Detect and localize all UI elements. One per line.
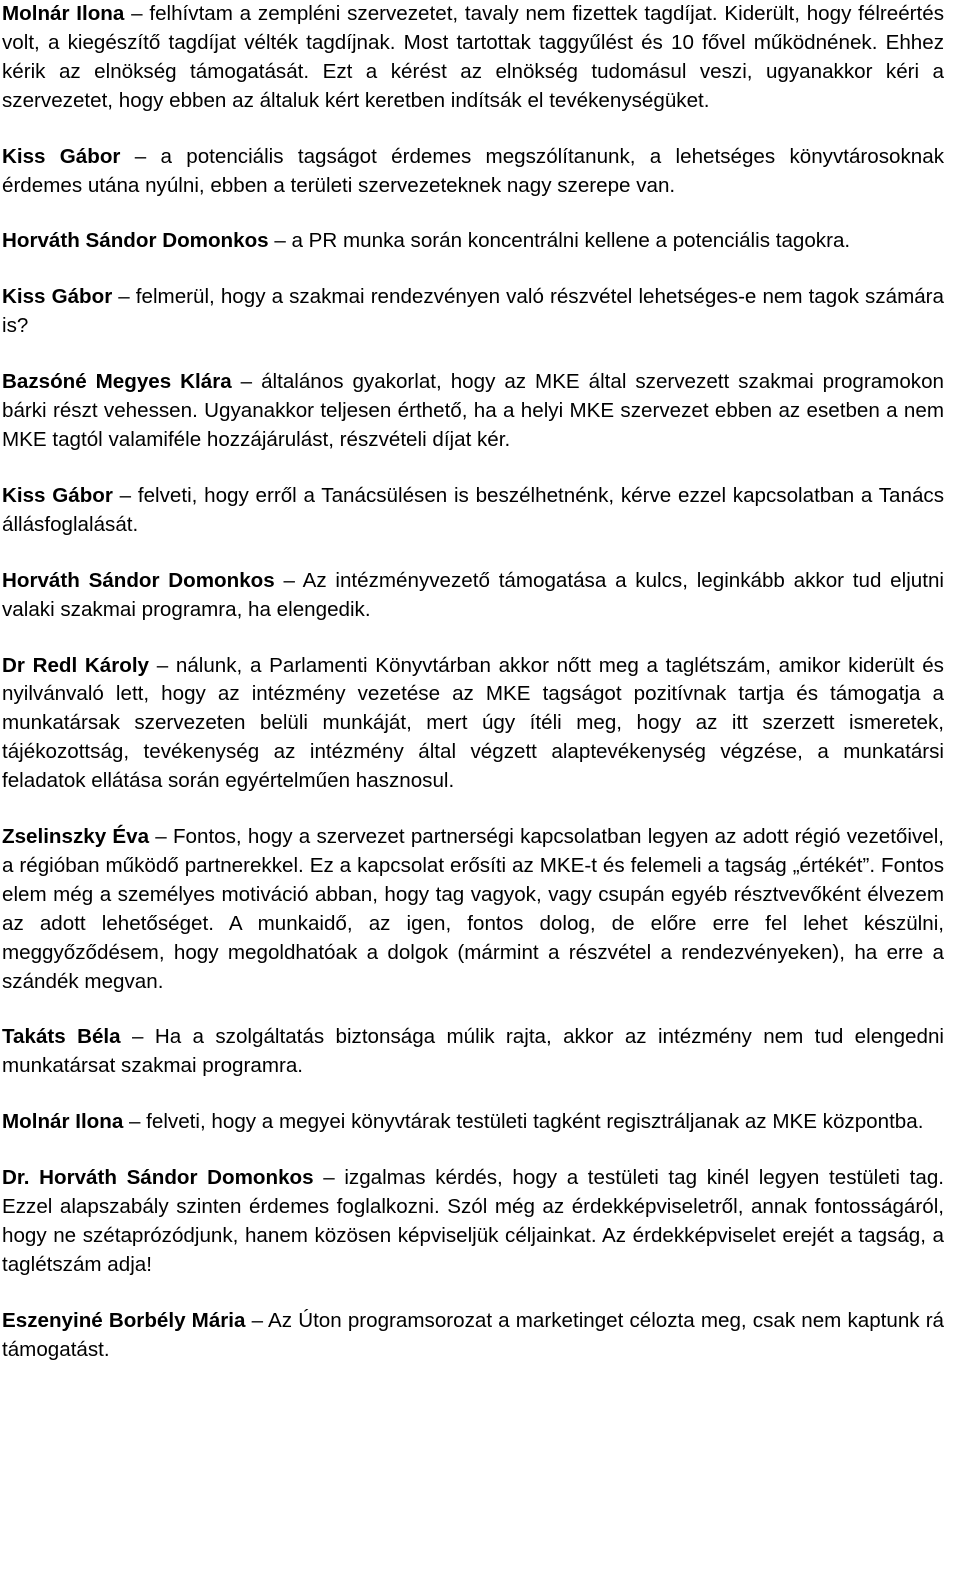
minutes-paragraph [2, 567, 944, 625]
minutes-paragraph [2, 368, 944, 455]
statement-text: – Ha a szolgáltatás biztonsága múlik rajta, akkor az intézmény nem tud elengedni munkatársat szakmai programra. [2, 1025, 944, 1078]
statement-text: – izgalmas kérdés, hogy a testületi tag kinél legyen testületi tag. Ezzel alapszabály szinten érdemes foglalkozni. Szól még az érdekképviseletről, annak fontosságáról, hogy ne szétaprózódjunk, hanem közösen képviseljük céljainkat. Az érdekképviselet erejét a tagság, a taglétszám adja! [2, 1166, 944, 1276]
statement-text: – a potenciális tagságot érdemes megszólítanunk, a lehetséges könyvtárosoknak érdemes utána nyúlni, ebben a területi szervezeteknek nagy szerepe van. [2, 144, 944, 197]
minutes-paragraph [2, 652, 944, 797]
statement-text: – felveti, hogy a megyei könyvtárak testületi tagként regisztráljanak az MKE központba. [123, 1110, 924, 1134]
statement-text: – Az Úton programsorozat a marketinget célozta meg, csak nem kaptunk rá támogatást. [2, 1308, 945, 1361]
minutes-paragraph [2, 482, 944, 540]
speaker-name: Dr. Horváth Sándor Domonkos [2, 1166, 314, 1190]
statement-text: – nálunk, a Parlamenti Könyvtárban akkor nőtt meg a taglétszám, amikor kiderült és nyilvánvaló lett, hogy az intézmény vezetése az MKE tagságot pozitívnak tartja és támogatja a munkatársak szervezeten belüli munkáját, mert úgy ítéli meg, hogy az itt szerzett ismeretek, tájékozottság, tevékenység az intézmény által végzett alaptevékenység végzése, a munkatársi feladatok ellátása során egyértelműen hasznosul. [2, 653, 944, 793]
speaker-name: Horváth Sándor Domonkos [2, 568, 275, 592]
minutes-paragraph [2, 283, 944, 341]
minutes-paragraph [2, 1307, 944, 1365]
minutes-paragraph [2, 227, 944, 256]
minutes-paragraph [2, 823, 944, 996]
statement-text: – a PR munka során koncentrálni kellene a potenciális tagokra. [268, 229, 851, 253]
minutes-paragraph [2, 1108, 944, 1137]
statement-text: – általános gyakorlat, hogy az MKE által szervezett szakmai programokon bárki részt vehessen. Ugyanakkor teljesen érthető, ha a helyi MKE szervezet ebben az esetben a nem MKE tagtól valamiféle hozzájárulást, részvételi díjat kér. [2, 370, 944, 451]
minutes-paragraph [2, 143, 944, 201]
statement-text: – Fontos, hogy a szervezet partnerségi kapcsolatban legyen az adott régió vezetőivel, a régióban működő partnerekkel. Ez a kapcsolat erősíti az MKE-t és felemeli a tagság „értékét”. Fontos elem még a személyes motiváció abban, hogy tag vagyok, vagy csupán egyéb résztvevőként élvezem az adott lehetőséget. A munkaidő, az igen, fontos dolog, de előre erre fel lehet készülni, meggyőződésem, hogy megoldhatóak a dolgok (mármint a részvétel a rendezvényeken), ha erre a szándék megvan. [2, 825, 944, 993]
minutes-paragraph [2, 0, 944, 116]
minutes-paragraph [2, 1023, 944, 1081]
speaker-name: Takáts Béla [2, 1025, 121, 1049]
speaker-name: Horváth Sándor Domonkos [2, 229, 269, 253]
speaker-name: Molnár Ilona [2, 1110, 124, 1134]
statement-text: – Az intézményvezető támogatása a kulcs, leginkább akkor tud eljutni valaki szakmai programra, ha elengedik. [2, 568, 944, 621]
speaker-name: Eszenyiné Borbély Mária [2, 1308, 246, 1332]
speaker-name: Molnár Ilona [2, 2, 125, 25]
statement-text: – felveti, hogy erről a Tanácsülésen is beszélhetnénk, kérve ezzel kapcsolatban a Tanács állásfoglalását. [2, 483, 944, 536]
minutes-paragraph [2, 1164, 944, 1280]
speaker-name: Kiss Gábor [2, 483, 113, 507]
speaker-name: Kiss Gábor [2, 285, 113, 309]
speaker-name: Bazsóné Megyes Klára [2, 370, 232, 394]
statement-text: – felhívtam a zempléni szervezetet, tavaly nem fizettek tagdíjat. Kiderült, hogy félreértés volt, a kiegészítő tagdíjat vélték tagdíjnak. Most tartottak taggyűlést és 10 fővel működnének. Ehhez kérik az elnökség támogatását. Ezt a kérést az elnökség tudomásul veszi, ugyanakkor kéri a szervezetet, hogy ebben az általuk kért keretben indítsák el tevékenységüket. [2, 2, 944, 112]
statement-text: – felmerül, hogy a szakmai rendezvényen való részvétel lehetséges-e nem tagok számára is? [2, 285, 944, 338]
speaker-name: Kiss Gábor [2, 144, 121, 168]
speaker-name: Dr Redl Károly [2, 653, 150, 677]
speaker-name: Zselinszky Éva [2, 825, 150, 849]
